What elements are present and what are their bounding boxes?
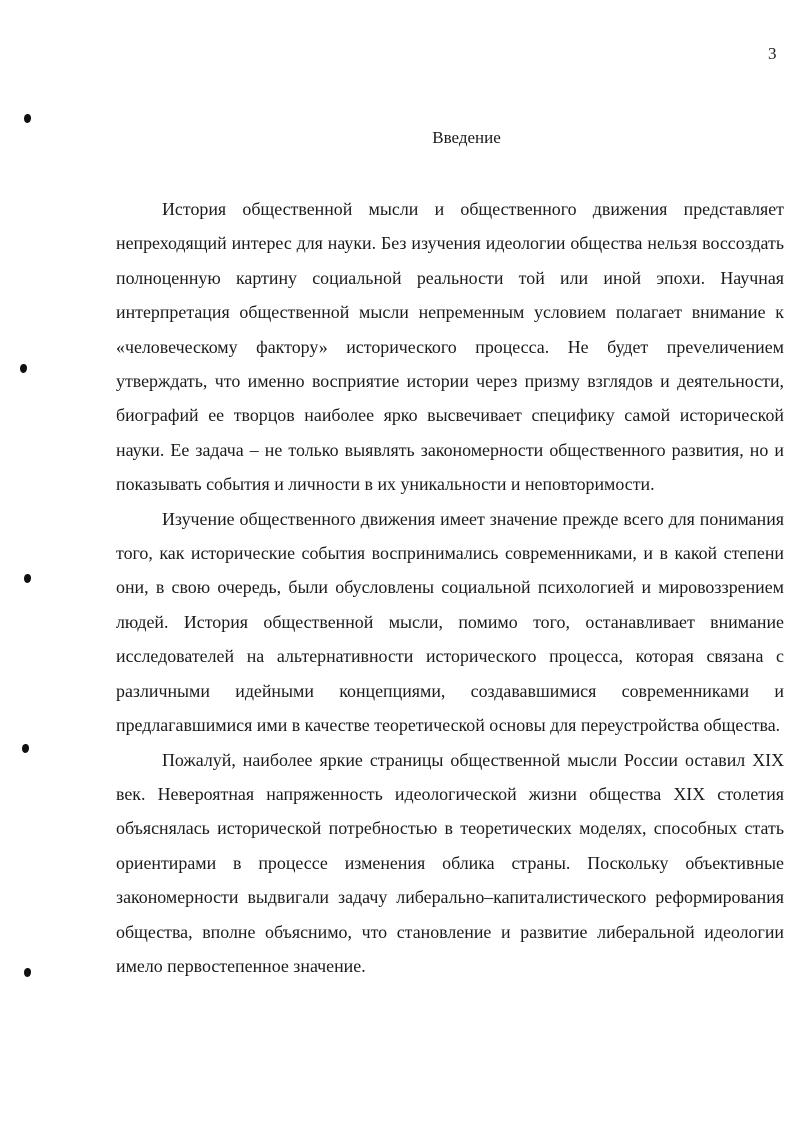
punch-hole-mark (24, 968, 31, 977)
page-title: Введение (432, 128, 501, 147)
punch-hole-mark (20, 364, 27, 373)
paragraph: Изучение общественного движения имеет значение прежде всего для понимания того, как исторические события воспринимались современниками, и в какой степени они, в свою очередь, были обусловлены социальной психологией и мировоззрением людей. История общественной мысли, помимо того, останавливает внимание исследователей на альтернативности исторического процесса, которая связана с различными идейными концепциями, создававшимися современниками и предлагавшимися ими в качестве теоретической основы для переустройства общества. (116, 508, 784, 736)
paragraph: Пожалуй, наиболее яркие страницы общественной мысли России оставил XIX век. Невероятная напряженность идеологической жизни общества XIX столетия объяснялась исторической потребностью в теоретических моделях, способных стать ориентирами в процессе изменения облика страны. Поскольку объективные закономерности выдвигали задачу либерально–капиталистического реформирования общества, вполне объяснимо, что становление и развитие либеральной идеологии имело первостепенное значение. (116, 749, 784, 976)
punch-hole-mark (22, 744, 29, 753)
punch-hole-mark (24, 114, 31, 123)
punch-hole-mark (24, 574, 31, 583)
paragraph: История общественной мысли и общественного движения представляет непреходящий интерес для науки. Без изучения идеологии общества нельзя воссоздать полноценную картину социальной реальности той или иной эпохи. Научная интерпретация общественной мысли непременным условием полагает внимание к «человеческому фактору» исторического процесса. Не будет преvеличением утверждать, что именно восприятие истории через призму взглядов и деятельности, биографий ее творцов наиболее ярко высвечивает специфику самой исторической науки. Ее задача – не только выявлять закономерности общественного развития, но и показывать события и личности в их уникальности и неповторимости. (116, 199, 784, 495)
body-text (116, 192, 784, 983)
page-number: 3 (768, 44, 777, 63)
